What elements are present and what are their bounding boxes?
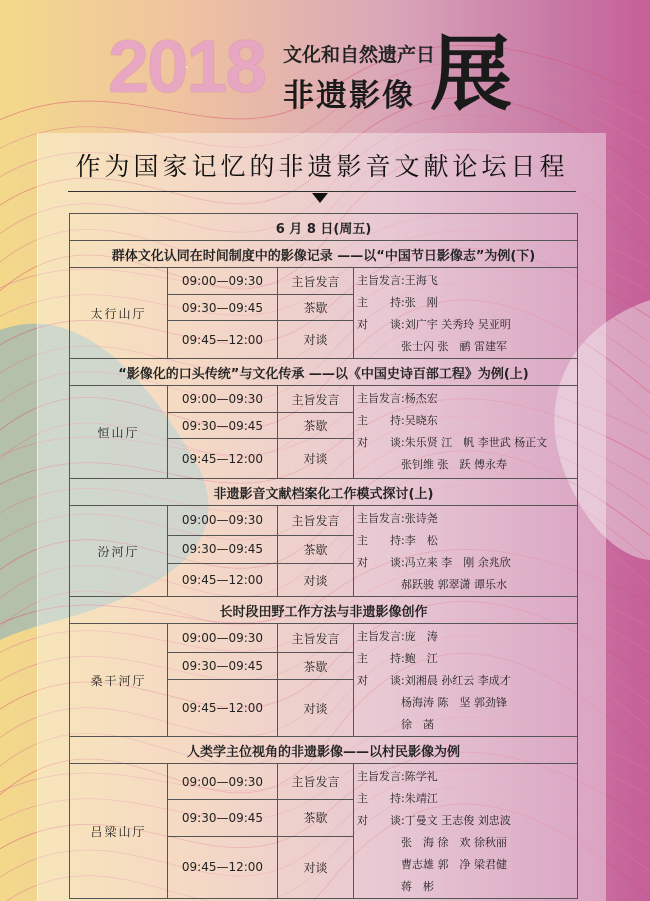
event-subtitle: 文化和自然遗产日 — [283, 44, 436, 66]
participant-line: 郝跃骏 郭翠潇 谭乐水 — [357, 578, 507, 591]
participant-line: 杨海涛 陈 坚 郭劲锋 — [357, 696, 507, 709]
session-heading-row — [70, 479, 578, 506]
participant-line: 主旨发言:王海飞 — [357, 274, 438, 287]
slot-type: 茶歇 — [278, 800, 354, 836]
title-divider — [68, 191, 576, 192]
slot-time: 09:30—09:45 — [168, 413, 278, 439]
slot-type: 对谈 — [278, 680, 354, 737]
hall-name: 吕梁山厅 — [70, 764, 168, 899]
participant-line: 主 持:吴晓东 — [357, 414, 438, 427]
slot-time: 09:30—09:45 — [168, 535, 278, 564]
hall-name: 汾河厅 — [70, 506, 168, 597]
hall-name: 桑干河厅 — [70, 624, 168, 737]
participant-line: 对 谈:朱乐贤 江 帆 李世武 杨正文 — [357, 436, 548, 449]
exhibition-name: 非遗影像 — [283, 78, 415, 114]
session-heading: 长时段田野工作方法与非遗影像创作 — [70, 597, 578, 624]
slot-time: 09:30—09:45 — [168, 653, 278, 680]
participant-line: 蒋 彬 — [357, 880, 434, 893]
session-heading: 群体文化认同在时间制度中的影像记录 ——以“中国节日影像志”为例(下) — [70, 241, 578, 268]
session-heading-row — [70, 597, 578, 624]
year-heading: 2018 — [108, 25, 265, 108]
participant-line: 徐 菡 — [357, 718, 434, 731]
slot-type: 茶歇 — [278, 653, 354, 680]
participant-line: 主 持:李 松 — [357, 534, 438, 547]
slot-time: 09:00—09:30 — [168, 268, 278, 295]
slot-type: 对谈 — [278, 564, 354, 597]
participant-line: 主 持:朱靖江 — [357, 792, 438, 805]
session-slot-row — [70, 764, 578, 800]
participant-line: 主旨发言:杨杰宏 — [357, 392, 438, 405]
participant-line: 对 谈:刘广宇 关秀玲 吴亚明 — [357, 318, 511, 331]
exhibition-big-char: 展 — [430, 27, 513, 122]
session-heading: “影像化的口头传统”与文化传承 ——以《中国史诗百部工程》为例(上) — [70, 359, 578, 386]
participant-line: 主旨发言:庞 涛 — [357, 630, 438, 643]
slot-type: 对谈 — [278, 439, 354, 479]
participant-line: 张 海 徐 欢 徐秋丽 — [357, 836, 507, 849]
slot-type: 主旨发言 — [278, 624, 354, 653]
slot-type: 主旨发言 — [278, 268, 354, 295]
page-title: 作为国家记忆的非遗影音文献论坛日程 — [75, 152, 569, 181]
participant-line: 主 持:鲍 江 — [357, 652, 438, 665]
session-heading-row — [70, 737, 578, 764]
slot-type: 主旨发言 — [278, 506, 354, 536]
slot-type: 茶歇 — [278, 413, 354, 439]
participant-line: 张士闪 张 鹂 雷建军 — [357, 340, 507, 353]
session-slot-row — [70, 624, 578, 653]
hall-name: 恒山厅 — [70, 386, 168, 479]
slot-type: 对谈 — [278, 321, 354, 359]
participant-line: 主 持:张 刚 — [357, 296, 438, 309]
hall-name: 太行山厅 — [70, 268, 168, 359]
slot-time: 09:30—09:45 — [168, 800, 278, 836]
session-heading-row — [70, 359, 578, 386]
participants-cell — [354, 386, 578, 479]
participant-line: 对 谈:刘湘晨 孙红云 李成才 — [357, 674, 511, 687]
participant-line: 对 谈:丁曼文 王志俊 刘忠波 — [357, 814, 511, 827]
slot-time: 09:45—12:00 — [168, 321, 278, 359]
slot-time: 09:45—12:00 — [168, 836, 278, 898]
poster-header — [0, 0, 650, 130]
participant-line: 主旨发言:陈学礼 — [357, 770, 438, 783]
session-heading-row — [70, 241, 578, 268]
slot-type: 主旨发言 — [278, 386, 354, 413]
slot-type: 对谈 — [278, 836, 354, 898]
session-heading: 人类学主位视角的非遗影像——以村民影像为例 — [70, 737, 578, 764]
slot-time: 09:30—09:45 — [168, 295, 278, 321]
slot-time: 09:45—12:00 — [168, 564, 278, 597]
slot-type: 主旨发言 — [278, 764, 354, 800]
participant-line: 张钊维 张 跃 傅永寿 — [357, 458, 507, 471]
session-slot-row — [70, 386, 578, 413]
participant-line: 主旨发言:张诗尧 — [357, 512, 438, 525]
participants-cell — [354, 764, 578, 899]
slot-time: 09:00—09:30 — [168, 624, 278, 653]
participant-line: 曹志雄 郭 净 梁君健 — [357, 858, 507, 871]
slot-time: 09:45—12:00 — [168, 439, 278, 479]
slot-time: 09:00—09:30 — [168, 506, 278, 536]
slot-time: 09:45—12:00 — [168, 680, 278, 737]
schedule-card — [37, 133, 606, 901]
session-slot-row — [70, 506, 578, 536]
slot-time: 09:00—09:30 — [168, 386, 278, 413]
participants-cell — [354, 624, 578, 737]
down-triangle-icon — [312, 193, 328, 203]
slot-type: 茶歇 — [278, 535, 354, 564]
session-heading: 非遗影音文献档案化工作模式探讨(上) — [70, 479, 578, 506]
day-label: 6 月 8 日(周五) — [70, 214, 578, 241]
participants-cell — [354, 506, 578, 597]
slot-time: 09:00—09:30 — [168, 764, 278, 800]
day-header-row — [70, 214, 578, 241]
schedule-table — [69, 213, 578, 899]
participant-line: 对 谈:冯立来 李 刚 余兆欣 — [357, 556, 511, 569]
slot-type: 茶歇 — [278, 295, 354, 321]
participants-cell — [354, 268, 578, 359]
session-slot-row — [70, 268, 578, 295]
